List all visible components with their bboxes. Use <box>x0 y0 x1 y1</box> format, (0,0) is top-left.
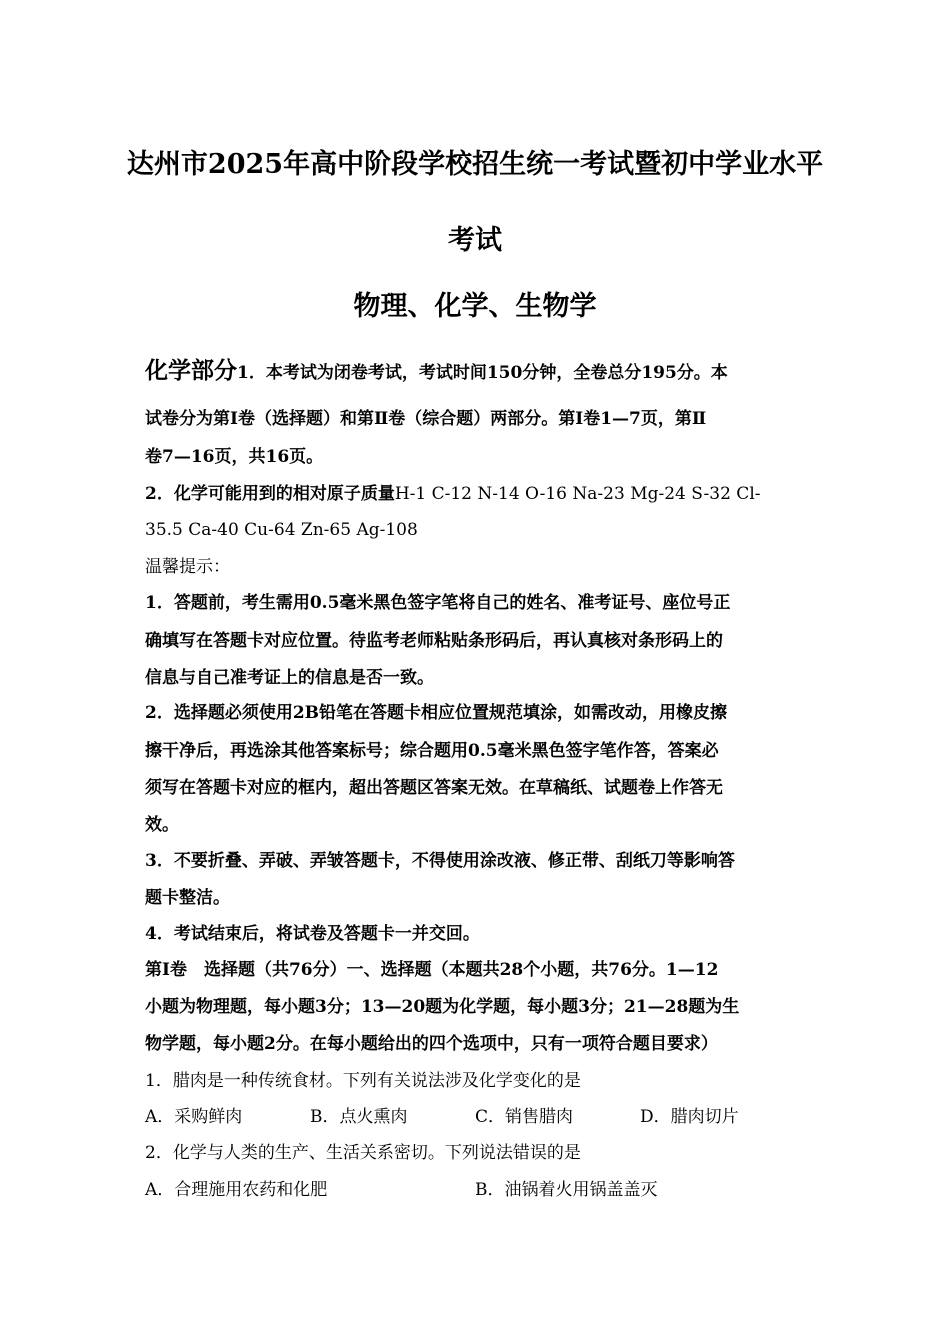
question-2-option-b: B．油锅着火用锅盖盖灭 <box>475 1180 658 1200</box>
note-1-line-c: 卷7—16页，共16页。 <box>145 447 324 467</box>
tip-1-line-a: 1．答题前，考生需用0.5毫米黑色签字笔将自己的姓名、准考证号、座位号正 <box>145 593 731 613</box>
note-2-label: 2．化学可能用到的相对原子质量 <box>145 484 395 504</box>
note-1-line-b: 试卷分为第Ⅰ卷（选择题）和第Ⅱ卷（综合题）两部分。第Ⅰ卷1—7页，第Ⅱ <box>145 409 707 429</box>
question-1-option-d: D．腊肉切片 <box>640 1107 739 1127</box>
tip-1-line-c: 信息与自己准考证上的信息是否一致。 <box>145 668 434 688</box>
tip-4-line: 4．考试结束后，将试卷及答题卡一并交回。 <box>145 924 480 944</box>
tip-1-line-b: 确填写在答题卡对应位置。待监考老师粘贴条形码后，再认真核对条形码上的 <box>145 631 723 651</box>
tip-3-line-b: 题卡整洁。 <box>145 888 230 908</box>
section-label: 化学部分 <box>145 357 237 384</box>
exam-subtitle: 物理、化学、生物学 <box>353 291 597 322</box>
tip-2-line-a: 2．选择题必须使用2B铅笔在答题卡相应位置规范填涂，如需改动，用橡皮擦 <box>145 703 728 723</box>
tip-3-line-a: 3．不要折叠、弄破、弄皱答题卡，不得使用涂改液、修正带、刮纸刀等影响答 <box>145 851 735 871</box>
tip-2-line-c: 须写在答题卡对应的框内，超出答题区答案无效。在草稿纸、试题卷上作答无 <box>145 778 723 798</box>
question-1-option-c: C．销售腊肉 <box>475 1107 574 1127</box>
note-2-line-b: 35.5 Ca-40 Cu-64 Zn-65 Ag-108 <box>145 520 418 540</box>
exam-title-line2: 考试 <box>448 225 502 256</box>
part1-line-a: 第Ⅰ卷 选择题（共76分）一、选择题（本题共28个小题，共76分。1—12 <box>145 960 719 980</box>
question-1-option-b: B．点火熏肉 <box>310 1107 408 1127</box>
part1-line-b: 小题为物理题，每小题3分；13—20题为化学题，每小题3分；21—28题为生 <box>145 997 740 1017</box>
question-1-option-a: A．采购鲜肉 <box>145 1107 243 1127</box>
part1-line-c: 物学题，每小题2分。在每小题给出的四个选项中，只有一项符合题目要求） <box>145 1034 718 1054</box>
note-2-values: H-1 C-12 N-14 O-16 Na-23 Mg-24 S-32 Cl- <box>394 484 761 504</box>
exam-title-line1: 达州市2025年高中阶段学校招生统一考试暨初中学业水平 <box>126 149 824 180</box>
tips-heading: 温馨提示： <box>145 557 230 577</box>
tip-2-line-d: 效。 <box>145 815 179 835</box>
note-1-text-a: 1．本考试为闭卷考试，考试时间150分钟，全卷总分195分。本 <box>237 363 728 383</box>
note-1-line-a <box>145 356 815 388</box>
question-1-stem: 1．腊肉是一种传统食材。下列有关说法涉及化学变化的是 <box>145 1071 581 1091</box>
tip-2-line-b: 擦干净后，再选涂其他答案标号；综合题用0.5毫米黑色签字笔作答，答案必 <box>145 741 719 761</box>
note-2-line-a <box>145 481 815 507</box>
question-2-option-a: A．合理施用农药和化肥 <box>145 1180 328 1200</box>
question-2-stem: 2．化学与人类的生产、生活关系密切。下列说法错误的是 <box>145 1143 581 1163</box>
